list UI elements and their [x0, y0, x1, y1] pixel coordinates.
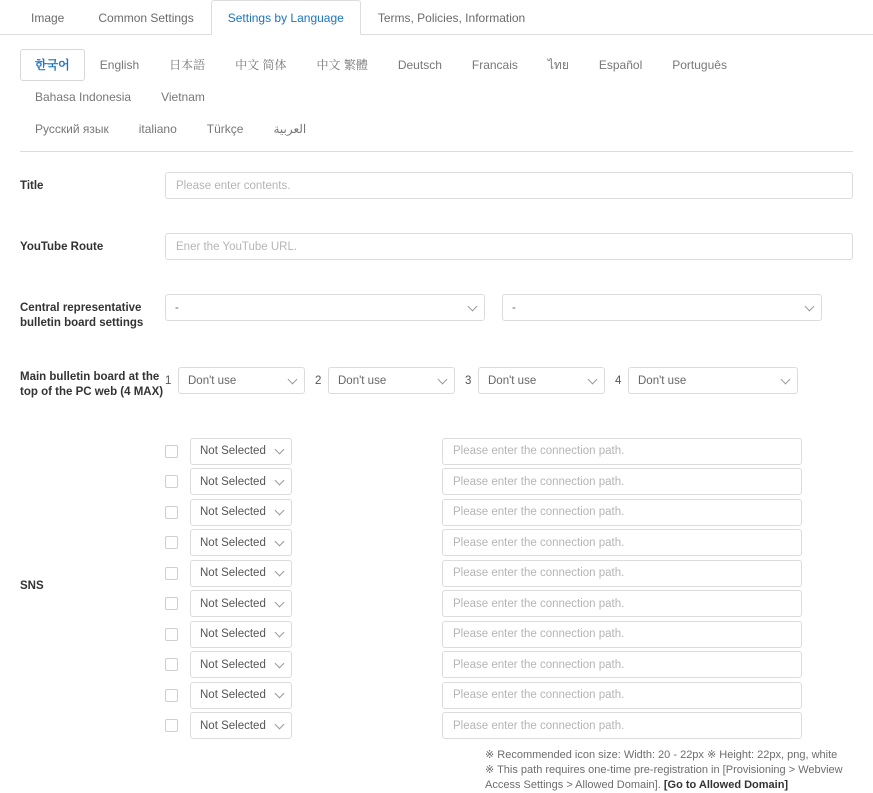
sns-select-6[interactable]	[190, 590, 292, 617]
sns-checkbox-10[interactable]	[165, 719, 178, 732]
sns-select-7-value: Not Selected	[200, 628, 266, 641]
label-central-bulletin: Central representative bulletin board settings	[20, 302, 144, 329]
central-bulletin-select-1[interactable]	[165, 294, 485, 321]
sns-select-10[interactable]	[190, 712, 292, 739]
lang-tab-vietnam[interactable]: Vietnam	[161, 90, 205, 104]
sns-path-input-10[interactable]	[442, 712, 802, 739]
tab-image[interactable]: Image	[31, 11, 65, 25]
lang-tab-english[interactable]: English	[99, 58, 140, 72]
sns-select-3[interactable]	[190, 499, 292, 526]
sns-checkbox-9[interactable]	[165, 689, 178, 702]
sns-select-2-value: Not Selected	[200, 475, 266, 488]
youtube-route-input[interactable]	[165, 233, 853, 260]
sns-note-domain-text: ※ This path requires one-time pre-registration in [Provisioning > Webview Access Settings > Allowed Domain].	[485, 764, 843, 791]
lang-tab-turkce[interactable]: Türkçe	[206, 122, 244, 136]
lang-tab-russian[interactable]: Русский язык	[35, 122, 109, 136]
chevron-down-icon	[275, 475, 285, 485]
go-to-allowed-domain-link[interactable]: [Go to Allowed Domain]	[663, 779, 789, 791]
central-bulletin-select-2[interactable]	[502, 294, 822, 321]
sns-row-4	[165, 528, 853, 559]
lang-tab-chinese-simplified[interactable]: 中文 简体	[235, 58, 287, 72]
chevron-down-icon	[275, 689, 285, 699]
chevron-down-icon	[275, 536, 285, 546]
main-bulletin-item-3	[465, 367, 605, 394]
chevron-down-icon	[781, 374, 791, 384]
language-tab-bar	[0, 35, 873, 152]
main-bulletin-item-4	[615, 367, 798, 394]
lang-tab-portugues[interactable]: Português	[672, 58, 727, 72]
label-sns: SNS	[20, 580, 44, 592]
main-bulletin-num-4: 4	[615, 374, 622, 387]
label-youtube-route: YouTube Route	[20, 241, 104, 253]
sns-row-6	[165, 589, 853, 620]
sns-checkbox-1[interactable]	[165, 445, 178, 458]
sns-path-input-7[interactable]	[442, 621, 802, 648]
chevron-down-icon	[275, 658, 285, 668]
tab-settings-by-language[interactable]: Settings by Language	[211, 0, 361, 35]
lang-tab-japanese[interactable]: 日本語	[169, 58, 206, 72]
sns-note-icon-size: ※ Recommended icon size: Width: 20 - 22px ※ Height: 22px, png, white	[485, 749, 838, 761]
chevron-down-icon	[588, 374, 598, 384]
sns-path-input-1[interactable]	[442, 438, 802, 465]
main-bulletin-select-1[interactable]	[178, 367, 305, 394]
main-bulletin-select-3[interactable]	[478, 367, 605, 394]
language-tab-row-1	[20, 49, 853, 113]
main-bulletin-select-1-value: Don't use	[188, 374, 237, 387]
chevron-down-icon	[438, 374, 448, 384]
sns-row-3	[165, 497, 853, 528]
sns-path-input-2[interactable]	[442, 468, 802, 495]
tab-common-settings[interactable]: Common Settings	[98, 11, 194, 25]
sns-select-8-value: Not Selected	[200, 658, 266, 671]
chevron-down-icon	[468, 301, 478, 311]
chevron-down-icon	[275, 567, 285, 577]
chevron-down-icon	[288, 374, 298, 384]
chevron-down-icon	[275, 719, 285, 729]
main-bulletin-select-2-value: Don't use	[338, 374, 387, 387]
lang-tab-korean[interactable]: 한국어	[20, 49, 85, 81]
central-bulletin-select-2-value: -	[512, 301, 516, 314]
sns-path-input-3[interactable]	[442, 499, 802, 526]
sns-row-7	[165, 619, 853, 650]
lang-tab-arabic[interactable]: العربية	[273, 122, 307, 136]
sns-path-input-9[interactable]	[442, 682, 802, 709]
main-bulletin-select-3-value: Don't use	[488, 374, 537, 387]
chevron-down-icon	[805, 301, 815, 311]
sns-row-10	[165, 711, 853, 742]
sns-path-input-5[interactable]	[442, 560, 802, 587]
main-bulletin-select-4-value: Don't use	[638, 374, 687, 387]
main-bulletin-num-1: 1	[165, 374, 172, 387]
chevron-down-icon	[275, 506, 285, 516]
sns-select-4-value: Not Selected	[200, 536, 266, 549]
lang-tab-espanol[interactable]: Español	[598, 58, 643, 72]
sns-select-5-value: Not Selected	[200, 567, 266, 580]
main-bulletin-num-3: 3	[465, 374, 472, 387]
sns-path-input-6[interactable]	[442, 590, 802, 617]
field-row-sns	[20, 400, 853, 793]
field-row-title	[20, 156, 853, 199]
field-row-main-bulletin	[20, 331, 853, 400]
sns-select-9-value: Not Selected	[200, 689, 266, 702]
sns-note-domain	[485, 763, 853, 793]
sns-row-2	[165, 467, 853, 498]
field-title-wrap	[165, 172, 853, 199]
sns-row-1	[165, 436, 853, 467]
sns-select-3-value: Not Selected	[200, 506, 266, 519]
sns-notes	[485, 748, 853, 793]
chevron-down-icon	[275, 597, 285, 607]
sns-select-9[interactable]	[190, 682, 292, 709]
field-row-central-bulletin	[20, 260, 853, 331]
lang-tab-italiano[interactable]: italiano	[138, 122, 177, 136]
sns-row-9	[165, 680, 853, 711]
settings-form	[0, 156, 873, 793]
sns-table	[165, 436, 853, 793]
sns-select-8[interactable]	[190, 651, 292, 678]
sns-select-6-value: Not Selected	[200, 597, 266, 610]
sns-checkbox-5[interactable]	[165, 567, 178, 580]
sns-checkbox-6[interactable]	[165, 597, 178, 610]
sns-select-5[interactable]	[190, 560, 292, 587]
lang-tab-bahasa-indonesia[interactable]: Bahasa Indonesia	[35, 90, 132, 104]
main-bulletin-select-2[interactable]	[328, 367, 455, 394]
field-youtube-wrap	[165, 233, 853, 260]
top-tab-bar	[0, 0, 873, 35]
main-bulletin-item-1	[165, 367, 305, 394]
sns-select-4[interactable]	[190, 529, 292, 556]
sns-path-input-8[interactable]	[442, 651, 802, 678]
sns-checkbox-3[interactable]	[165, 506, 178, 519]
sns-select-1-value: Not Selected	[200, 445, 266, 458]
field-central-wrap	[165, 294, 853, 321]
lang-tab-chinese-traditional[interactable]: 中文 繁體	[316, 58, 368, 72]
label-main-bulletin: Main bulletin board at the top of the PC web (4 MAX)	[20, 371, 164, 398]
lang-tab-deutsch[interactable]: Deutsch	[397, 58, 442, 72]
main-bulletin-num-2: 2	[315, 374, 322, 387]
sns-checkbox-2[interactable]	[165, 475, 178, 488]
sns-select-7[interactable]	[190, 621, 292, 648]
sns-row-5	[165, 558, 853, 589]
label-title: Title	[20, 180, 44, 192]
central-bulletin-select-1-value: -	[175, 301, 179, 314]
sns-path-input-4[interactable]	[442, 529, 802, 556]
main-bulletin-item-2	[315, 367, 455, 394]
chevron-down-icon	[275, 445, 285, 455]
sns-checkbox-8[interactable]	[165, 658, 178, 671]
lang-tab-francais[interactable]: Francais	[471, 58, 518, 72]
tab-terms-policies-information[interactable]: Terms, Policies, Information	[377, 11, 526, 25]
field-main-bulletin-wrap	[165, 367, 853, 394]
lang-tab-thai[interactable]: ไทย	[547, 58, 569, 72]
sns-select-2[interactable]	[190, 468, 292, 495]
field-row-youtube	[20, 199, 853, 260]
title-input[interactable]	[165, 172, 853, 199]
language-tab-divider	[20, 151, 853, 152]
sns-select-10-value: Not Selected	[200, 719, 266, 732]
sns-row-8	[165, 650, 853, 681]
sns-select-1[interactable]	[190, 438, 292, 465]
main-bulletin-select-4[interactable]	[628, 367, 798, 394]
sns-checkbox-7[interactable]	[165, 628, 178, 641]
language-tab-row-2	[20, 113, 853, 145]
chevron-down-icon	[275, 628, 285, 638]
sns-checkbox-4[interactable]	[165, 536, 178, 549]
